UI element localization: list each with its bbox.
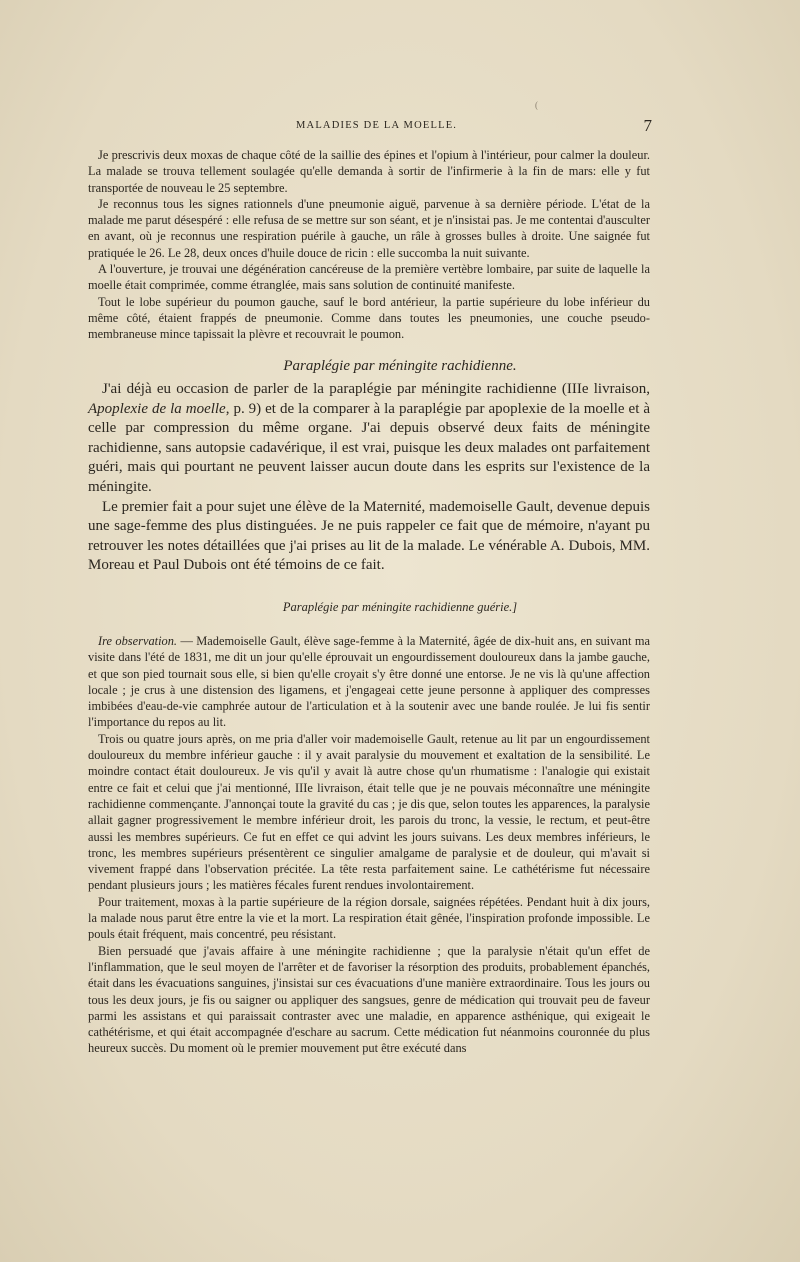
section2-paragraph-3: Pour traitement, moxas à la partie supérieure de la région dorsale, saignées répétées. Pendant huit à dix jours, la malade nous parut être entre la vie et la mort. La respiration était gênée, l'inspiration profonde impossible. Le pouls était fréquent, mais concentré, peu résistant.: [88, 894, 650, 942]
running-head: MALADIES DE LA MOELLE.: [296, 120, 458, 131]
observation-label: Ire observation.: [98, 634, 178, 648]
intro-paragraph-2: Je reconnus tous les signes rationnels d'une pneumonie aiguë, parvenue à sa dernière période. L'état de la malade me parut désespéré : elle refusa de se mettre sur son séant, et je n'insistai pas. Je me contentai d'ausculter en avant, où je reconnus une respiration puérile à gauche, un râle à grosses bulles à droite. Une saignée fut pratiquée le 26. Le 28, deux onces d'huile douce de ricin : elle succomba la nuit suivante.: [88, 196, 650, 260]
intro-block: [88, 147, 650, 343]
section-heading-2: Paraplégie par méningite rachidienne guérie.]: [282, 600, 518, 614]
section1-paragraph-1: [88, 380, 650, 498]
section1-p1-start: J'ai déjà eu occasion de parler de la paraplégie par méningite rachidienne (IIIe livraison,: [102, 381, 650, 397]
page-header: [88, 116, 652, 138]
intro-paragraph-3: A l'ouverture, je trouvai une dégénération cancéreuse de la première vertèbre lombaire, par suite de laquelle la moelle était comprimée, comme étranglée, mais sans solution de continuité manifeste.: [88, 262, 650, 293]
intro-paragraph-4: Tout le lobe supérieur du poumon gauche, sauf le bord antérieur, la partie supérieure du lobe inférieur du même côté, étaient frappés de pneumonie. Comme dans toutes les pneumonies, une couche pseudo-membraneuse mince tapissait la plèvre et recouvrait le poumon.: [88, 294, 650, 342]
section2-block: [88, 633, 650, 1057]
page-number: 7: [643, 116, 652, 135]
observation-text: — Mademoiselle Gault, élève sage-femme à la Maternité, âgée de dix-huit ans, en suivant ma visite dans l'été de 1831, me dit un jour qu'elle éprouvait un engourdissement douloureux dans la jambe gauche, et que son pied tournait sous elle, si bien qu'elle croyait s'y être donné une entorse. Je ne vis là qu'une affection locale ; je crus à une distension des ligamens, et j'engageai cette jeune personne à appliquer des compresses imbibées d'eau-de-vie camphrée autour de l'articulation et à la soutenir avec une bande roulée. Je lui fis sentir l'importance du repos au lit.: [88, 634, 650, 730]
section1-p1-title: Apoplexie de la moelle: [88, 400, 226, 417]
section1-block: [88, 380, 650, 576]
section1-p1-end: , p. 9) et de la comparer à la paraplégie par apoplexie de la moelle et à celle par compression du même organe. J'ai depuis observé deux faits de méningite rachidienne, sans autopsie cadavérique, il est vrai, puisque les deux malades ont parfaitement guéri, mais qui pourtant ne peuvent laisser aucun doute dans les esprits sur l'existence de la méningite.: [88, 400, 650, 495]
section2-paragraph-4: Bien persuadé que j'avais affaire à une méningite rachidienne ; que la paralysie n'était qu'un effet de l'inflammation, que le seul moyen de l'arrêter et de favoriser la résorption des produits, probablement épanchés, était dans les évacuations sanguines, j'insistai sur ces évacuations d'une manière extraordinaire. Tous les jours ou tous les deux jours, je fis ou saigner ou appliquer des sangsues, genre de médication qui trouvait peu de faveur parmi les assistans et qui paraissait contraster avec une maladie, en apparence asthénique, qui exigeait le cathétérisme, et qui était accompagnée d'eschare au sacrum. Cette médication fut néanmoins couronnée du plus heureux succès. Du moment où le premier mouvement put être exécuté dans: [88, 943, 650, 1056]
section2-paragraph-1: [88, 633, 650, 731]
intro-paragraph-1: Je prescrivis deux moxas de chaque côté de la saillie des épines et l'opium à l'intérieur, pour calmer la douleur. La malade se trouva tellement soulagée qu'elle demanda à sortir de l'infirmerie à la fin de mars: elle y fut transportée de nouveau le 25 septembre.: [88, 148, 650, 195]
section2-paragraph-2: Trois ou quatre jours après, on me pria d'aller voir mademoiselle Gault, retenue au lit par un engourdissement douloureux du membre inférieur gauche : il y avait paralysie du mouvement et exaltation de la sensibilité. Le moindre contact était douloureux. Je vis qu'il y avait là autre chose qu'un rhumatisme : l'analogie qui existait entre ce fait et celui que j'ai mentionné, IIIe livraison, était telle que je ne pouvais méconnaître une méningite rachidienne commençante. J'annonçai toute la gravité du cas ; je dis que, selon toutes les apparences, la paralysie allait gagner progressivement le membre inférieur droit, les parois du tronc, la vessie, le rectum, et peut-être aussi les membres supérieurs. Ce fut en effet ce qui advint les jours suivans. Les deux membres inférieurs, le tronc, les membres supérieurs présentèrent ce singulier amalgame de paralysie et de douleur, qui m'avait si vivement frappé dans l'observation précitée. La tête resta parfaitement saine. Le cathétérisme fut nécessaire pendant plusieurs jours ; les matières fécales furent rendues involontairement.: [88, 731, 650, 893]
margin-mark: (: [535, 100, 538, 110]
section-heading-1: Paraplégie par méningite rachidienne.: [283, 358, 517, 374]
section1-paragraph-2: Le premier fait a pour sujet une élève de la Maternité, mademoiselle Gault, devenue depuis une sage-femme des plus distinguées. Je ne puis rappeler ce fait que de mémoire, n'ayant pu retrouver les notes détaillées que j'ai prises au lit de la malade. Le vénérable A. Dubois, MM. Moreau et Paul Dubois ont été témoins de ce fait.: [88, 498, 650, 574]
